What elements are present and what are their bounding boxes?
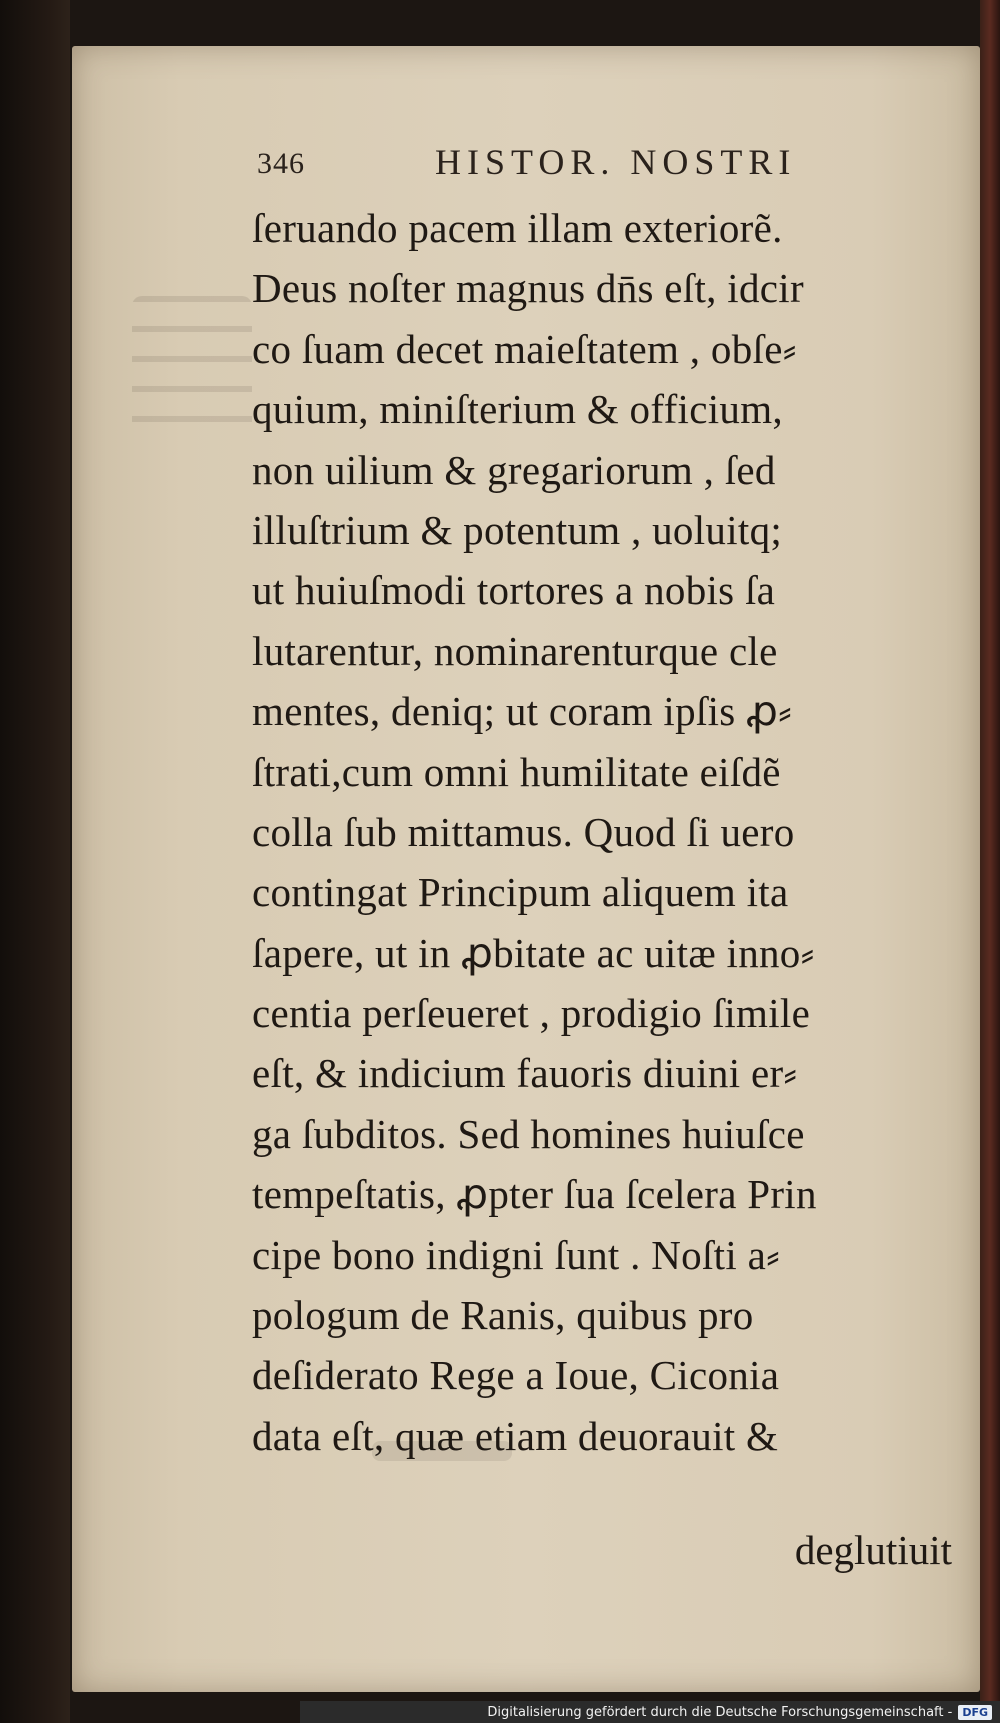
text-line: ga ſubditos. Sed homines huiuſce [252,1110,805,1157]
text-line: ſeruando pacem illam exteriorẽ. [252,205,783,251]
footer-credit-text: Digitalisierung gefördert durch die Deutsche Forschungsgemeinschaft - [487,1704,953,1720]
text-line: lutarentur, nominarenturque cle [252,627,778,674]
text-line: colla ſub mittamus. Quod ſi uero [252,808,795,855]
text-line: cipe bono indigni ſunt . Noſti a⸗ [252,1231,781,1278]
book-binding-right [980,0,1000,1723]
text-line: centia perſeueret , prodigio ſimile [252,990,811,1037]
text-line: ſtrati,cum omni humilitate eiſdẽ [252,748,781,795]
catchword: deglutiuit [794,1527,952,1573]
text-line: tempeſtatis, ꝓpter ſua ſcelera Prin [252,1171,817,1218]
show-through-text [132,296,252,446]
digitization-credit-footer [300,1701,1000,1723]
text-line: pologum de Ranis, quibus pro [252,1292,754,1339]
page-number: 346 [257,147,305,180]
book-binding-left [0,0,70,1723]
body-text [252,198,952,1466]
dfg-logo: DFG [958,1705,992,1720]
text-line: co ſuam decet maieſtatem , obſe⸗ [252,325,797,372]
text-line: contingat Principum aliquem ita [252,869,789,916]
running-title: HISTOR. NOSTRI [435,142,797,182]
text-line: Deus noſter magnus dn̄s eſt, idcir [252,265,804,312]
text-line: ſapere, ut in ꝓbitate ac uitæ inno⸗ [252,929,815,976]
text-line: illuſtrium & potentum , uoluitq; [252,506,783,553]
text-line: mentes, deniq; ut coram ipſis ꝓ⸗ [252,688,793,735]
text-line: eſt, & indicium fauoris diuini er⸗ [252,1050,798,1097]
text-line: data eſt, quæ etiam deuorauit & [252,1412,779,1459]
text-line: ut huiuſmodi tortores a nobis ſa [252,567,776,614]
text-line: non uilium & gregariorum , ſed [252,446,776,493]
text-line: deſiderato Rege a Ioue, Ciconia [252,1352,780,1399]
book-page [72,46,980,1692]
page-header [257,141,957,191]
text-line: quium, miniſterium & officium, [252,386,783,433]
